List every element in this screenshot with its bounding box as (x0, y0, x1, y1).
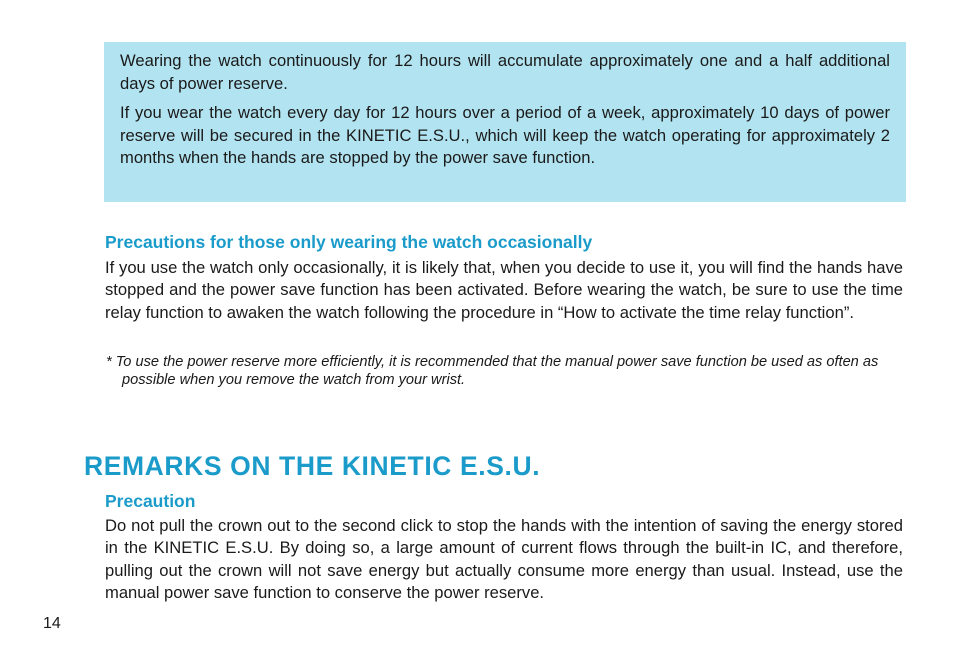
info-paragraph-weekly: If you wear the watch every day for 12 hours over a period of a week, approximately 10 days of power reserve will be secured in the KINETIC E.S.U., which will keep the watch operating for approximately 2 months when the hands are stopped by the power save function. (120, 103, 890, 167)
precaution-heading: Precaution (105, 491, 196, 511)
page-number: 14 (43, 615, 61, 632)
info-box (104, 42, 906, 202)
power-save-note: * To use the power reserve more efficiently, it is recommended that the manual power save function be used as often as possible when you remove the watch from your wrist. (106, 354, 879, 388)
occasional-wear-body: If you use the watch only occasionally, it is likely that, when you decide to use it, you will find the hands have stopped and the power save function has been activated. Before wearing the watch, be sure to use the time relay function to awaken the watch following the procedure in “How to activate the time relay function”. (105, 258, 903, 322)
info-paragraph-accumulation: Wearing the watch continuously for 12 hours will accumulate approximately one and a half additional days of power reserve. (120, 51, 890, 93)
remarks-section-title: REMARKS ON THE KINETIC E.S.U. (84, 451, 541, 481)
occasional-wear-heading: Precautions for those only wearing the watch occasionally (105, 232, 593, 252)
precaution-body: Do not pull the crown out to the second click to stop the hands with the intention of saving the energy stored in the KINETIC E.S.U. By doing so, a large amount of current flows through the built-in IC, and therefore, pulling out the crown will not save energy but actually consume more energy than usual. Instead, use the manual power save function to conserve the power reserve. (105, 516, 903, 602)
